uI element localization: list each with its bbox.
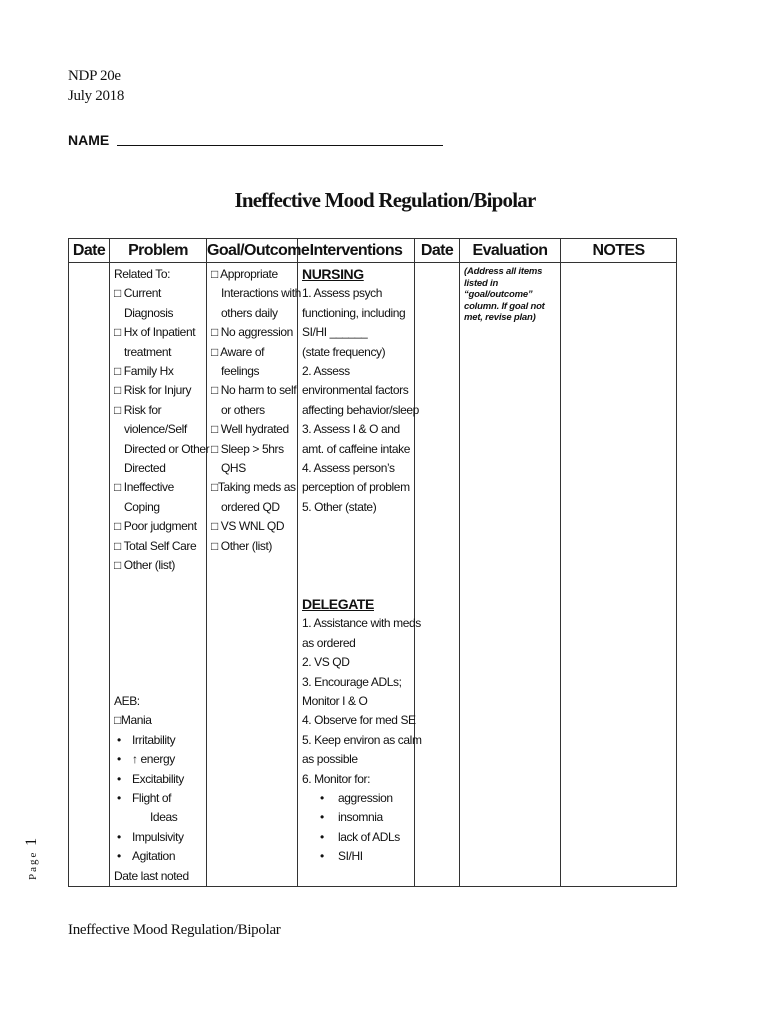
intervention-line: 1. Assess psych (302, 286, 383, 301)
intervention-line: 3. Assess I & O and (302, 422, 400, 437)
intervention-line: environmental factors (302, 383, 409, 398)
intervention-line (302, 537, 414, 556)
problem-line: Directed (124, 461, 166, 476)
column-header-notes: NOTES (561, 239, 677, 263)
goal-line: □ Appropriate (211, 267, 278, 281)
problem-line: Directed or Other (124, 441, 210, 456)
goal-line: feelings (221, 364, 260, 379)
intervention-line: NURSING (302, 266, 364, 282)
intervention-line: • aggression (302, 789, 414, 808)
problem-line: • ↑ energy (114, 750, 206, 769)
intervention-line: 6. Monitor for: (302, 771, 371, 786)
intervention-line: perception of problem (302, 480, 410, 495)
goal-line: or others (221, 402, 265, 417)
problem-line: □ Risk for Injury (114, 383, 192, 398)
intervention-line: affecting behavior/sleep (302, 402, 419, 417)
intervention-line: • SI/HI (302, 847, 414, 866)
goal-line: □ Sleep > 5hrs (211, 441, 284, 456)
goal-line: □ Aware of (211, 344, 265, 359)
problem-line: Diagnosis (124, 305, 174, 320)
date-cell-2[interactable] (415, 263, 460, 887)
problem-line (114, 595, 206, 614)
problem-line: • Agitation (114, 847, 206, 866)
problem-cell (110, 263, 210, 887)
goal-line: □ VS WNL QD (211, 519, 285, 534)
goal-line: □ No harm to self (211, 383, 297, 398)
document-header (68, 66, 124, 106)
intervention-line (302, 556, 414, 575)
intervention-line: as possible (302, 752, 358, 767)
table-row (69, 263, 677, 887)
page-number-value: 1 (23, 837, 40, 846)
form-code: NDP 20e (68, 68, 121, 84)
problem-line: • Flight of (114, 789, 206, 808)
notes-cell[interactable] (561, 263, 677, 887)
intervention-line: 1. Assistance with meds (302, 616, 421, 631)
problem-line: AEB: (114, 693, 140, 708)
intervention-line: as ordered (302, 635, 356, 650)
intervention-line: • lack of ADLs (302, 828, 414, 847)
problem-line: □ Family Hx (114, 364, 174, 379)
problem-line: Related To: (114, 267, 171, 281)
interventions-cell (298, 263, 422, 887)
goal-line: □ Well hydrated (211, 422, 289, 437)
problem-line (114, 576, 206, 595)
date-cell[interactable] (69, 263, 110, 887)
column-header-evaluation: Evaluation (460, 239, 561, 263)
column-header-date-2: Date (415, 239, 460, 263)
problem-line: □ Risk for (114, 402, 162, 417)
intervention-line: 5. Other (state) (302, 499, 377, 514)
problem-line: □Mania (114, 713, 152, 728)
care-plan-table (68, 238, 677, 887)
intervention-line: (state frequency) (302, 344, 386, 359)
evaluation-cell[interactable] (460, 263, 561, 887)
page-title: Ineffective Mood Regulation/Bipolar (234, 188, 536, 212)
problem-line: □ Total Self Care (114, 538, 197, 553)
problem-line: Date last noted (114, 868, 189, 883)
intervention-line (302, 576, 414, 595)
intervention-line: 4. Observe for med SE (302, 713, 416, 728)
goal-line: Interactions with (221, 286, 301, 301)
intervention-line: DELEGATE (302, 595, 374, 612)
goal-line: ordered QD (221, 499, 280, 514)
problem-line: • Impulsivity (114, 828, 206, 847)
problem-line: violence/Self (124, 422, 187, 437)
column-header-date: Date (69, 239, 110, 263)
form-date: July 2018 (68, 88, 125, 104)
intervention-line: • insomnia (302, 808, 414, 827)
name-field (68, 131, 443, 148)
goal-line: others daily (221, 305, 278, 320)
problem-line: treatment (124, 344, 172, 359)
goal-line: □Taking meds as (211, 480, 296, 495)
problem-line: • Irritability (114, 731, 206, 750)
column-header-goal-outcome: Goal/Outcome (207, 239, 298, 263)
problem-line: Ideas (150, 810, 178, 825)
problem-line: □ Hx of Inpatient (114, 325, 196, 340)
problem-line: □ Current (114, 286, 161, 301)
intervention-line: 4. Assess person’s (302, 461, 395, 476)
problem-line: • Excitability (114, 770, 206, 789)
column-header-problem: Problem (110, 239, 207, 263)
goal-line: □ Other (list) (211, 538, 272, 553)
page-label: Page (27, 850, 39, 880)
goal-outcome-cell (207, 263, 301, 887)
problem-line (114, 634, 206, 653)
problem-line (114, 614, 206, 633)
intervention-line: Monitor I & O (302, 693, 368, 708)
intervention-line: amt. of caffeine intake (302, 441, 410, 456)
goal-line: □ No aggression (211, 325, 293, 340)
intervention-line: 2. VS QD (302, 655, 350, 670)
problem-line: □ Poor judgment (114, 519, 197, 534)
column-header-interventions: Interventions (298, 239, 415, 263)
problem-line: Coping (124, 499, 160, 514)
problem-line: □ Ineffective (114, 480, 174, 495)
name-input-line[interactable] (117, 131, 443, 146)
intervention-line (302, 517, 414, 536)
intervention-line: functioning, including (302, 305, 406, 320)
table-header-row (69, 239, 677, 263)
intervention-line: 3. Encourage ADLs; (302, 674, 402, 689)
intervention-line: SI/HI ______ (302, 325, 368, 340)
problem-line (114, 673, 206, 692)
name-label: NAME (68, 132, 110, 148)
intervention-line: 2. Assess (302, 364, 350, 379)
problem-line: □ Other (list) (114, 558, 175, 573)
page-footer: Ineffective Mood Regulation/Bipolar (68, 922, 281, 938)
evaluation-instructions: (Address all items listed in “goal/outcome” column. If goal not met, revise plan) (464, 266, 545, 323)
goal-line: QHS (221, 461, 246, 476)
problem-line (114, 653, 206, 672)
page-number (23, 838, 41, 880)
intervention-line: 5. Keep environ as calm (302, 732, 422, 747)
